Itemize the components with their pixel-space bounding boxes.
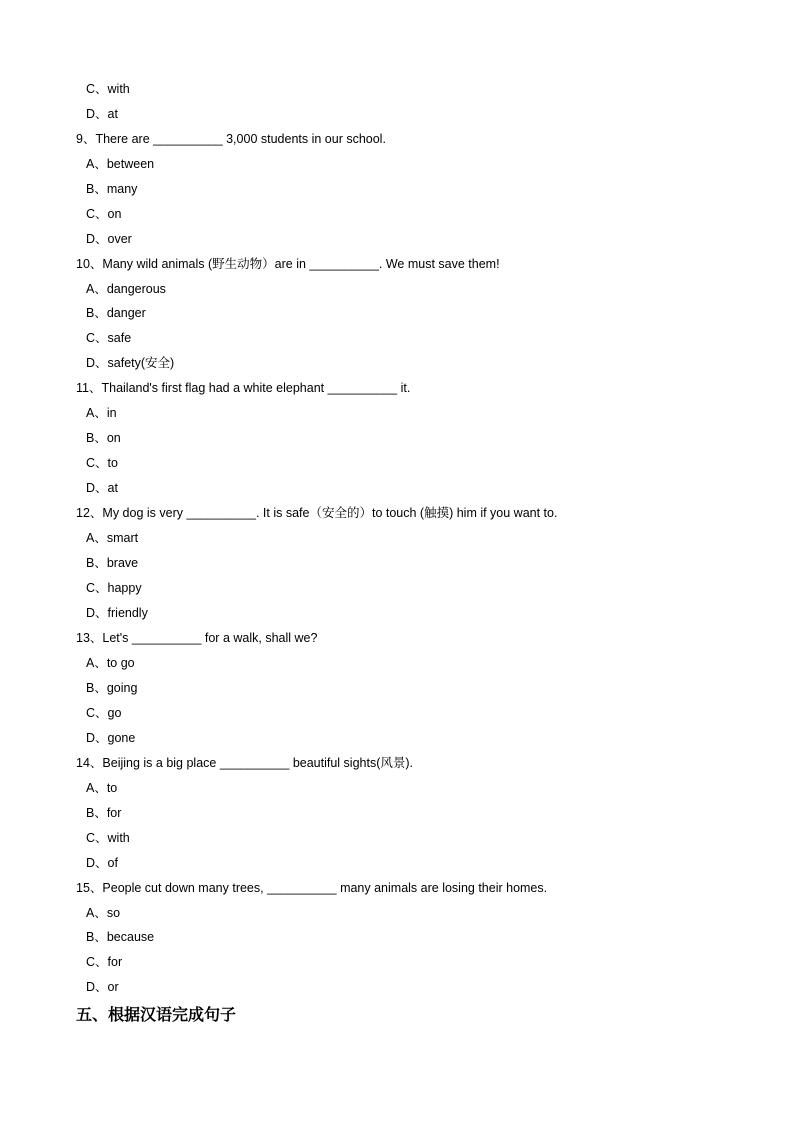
option-12-d: D、friendly <box>86 606 148 620</box>
option-9-a: A、between <box>86 157 155 171</box>
option-11-b: B、on <box>86 431 121 445</box>
option-12-b: B、brave <box>86 556 139 570</box>
option-13-b: B、going <box>86 681 138 695</box>
option-9-c: C、on <box>86 207 122 221</box>
option-14-d: D、of <box>86 856 118 870</box>
option-14-a: A、to <box>86 781 118 795</box>
option-14-c: C、with <box>86 831 130 845</box>
option-prev-c: C、with <box>86 82 130 96</box>
question-15: 15、People cut down many trees, __________ many animals are losing their homes. <box>76 881 548 895</box>
option-13-d: D、gone <box>86 731 136 745</box>
question-10: 10、Many wild animals (野生动物）are in __________. We must save them! <box>76 257 500 271</box>
question-9: 9、There are __________ 3,000 students in our school. <box>76 132 386 146</box>
option-12-a: A、smart <box>86 531 139 545</box>
option-11-a: A、in <box>86 406 117 420</box>
option-10-b: B、danger <box>86 306 146 320</box>
option-10-d: D、safety(安全) <box>86 356 175 370</box>
option-13-a: A、to go <box>86 656 135 670</box>
option-prev-d: D、at <box>86 107 118 121</box>
option-15-a: A、so <box>86 906 121 920</box>
option-11-c: C、to <box>86 456 118 470</box>
section-heading: 五、根据汉语完成句子 <box>76 1005 237 1024</box>
option-12-c: C、happy <box>86 581 142 595</box>
option-11-d: D、at <box>86 481 118 495</box>
option-15-c: C、for <box>86 955 123 969</box>
option-14-b: B、for <box>86 806 122 820</box>
question-12: 12、My dog is very __________. It is safe（安全的）to touch (触摸) him if you want to. <box>76 506 558 520</box>
question-13: 13、Let's __________ for a walk, shall we? <box>76 631 318 645</box>
option-9-b: B、many <box>86 182 138 196</box>
question-14: 14、Beijing is a big place __________ beautiful sights(风景). <box>76 756 414 770</box>
option-15-b: B、because <box>86 930 155 944</box>
option-15-d: D、or <box>86 980 119 994</box>
option-9-d: D、over <box>86 232 132 246</box>
option-10-c: C、safe <box>86 331 132 345</box>
option-10-a: A、dangerous <box>86 282 166 296</box>
question-11: 11、Thailand's first flag had a white elephant __________ it. <box>76 381 411 395</box>
option-13-c: C、go <box>86 706 122 720</box>
